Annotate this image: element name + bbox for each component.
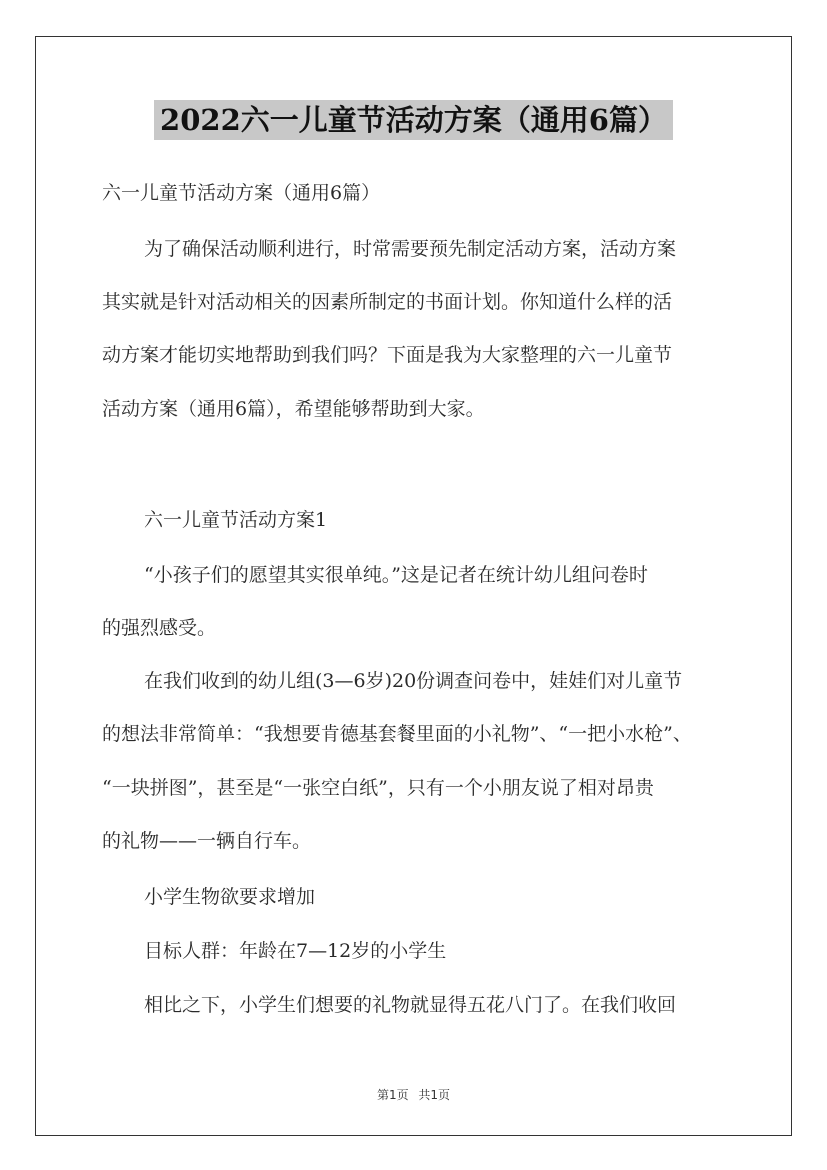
paragraph-line: “小孩子们的愿望其实很单纯。”这是记者在统计幼儿组问卷时 (144, 564, 648, 586)
paragraph-line: 其实就是针对活动相关的因素所制定的书面计划。你知道什么样的活 (102, 291, 673, 313)
paragraph-line: 的想法非常简单：“我想要肯德基套餐里面的小礼物”、“一把小水枪”、 (102, 723, 692, 745)
paragraph-line: 活动方案（通用6篇），希望能够帮助到大家。 (102, 398, 485, 420)
section-subheading: 小学生物欲要求增加 (144, 886, 316, 908)
page-footer (0, 1086, 827, 1103)
paragraph-line: 目标人群：年龄在7—12岁的小学生 (144, 940, 447, 962)
document-subtitle: 六一儿童节活动方案（通用6篇） (102, 182, 381, 204)
document-title: 2022六一儿童节活动方案（通用6篇） (154, 100, 673, 140)
paragraph-line: 的强烈感受。 (102, 617, 217, 639)
paragraph-line: 相比之下，小学生们想要的礼物就显得五花八门了。在我们收回 (144, 994, 677, 1016)
paragraph-line: 在我们收到的幼儿组(3—6岁)20份调查问卷中，娃娃们对儿童节 (144, 670, 683, 692)
paragraph-line: 为了确保活动顺利进行，时常需要预先制定活动方案，活动方案 (144, 238, 677, 260)
paragraph-line: 的礼物——一辆自行车。 (102, 830, 312, 852)
page-number: 第1页 (376, 1088, 409, 1102)
title-container (0, 100, 827, 140)
section-heading: 六一儿童节活动方案1 (144, 509, 328, 531)
page-total: 共1页 (418, 1088, 451, 1102)
paragraph-line: “一块拼图”，甚至是“一张空白纸”，只有一个小朋友说了相对昂贵 (102, 777, 654, 799)
paragraph-line: 动方案才能切实地帮助到我们吗？下面是我为大家整理的六一儿童节 (102, 344, 673, 366)
